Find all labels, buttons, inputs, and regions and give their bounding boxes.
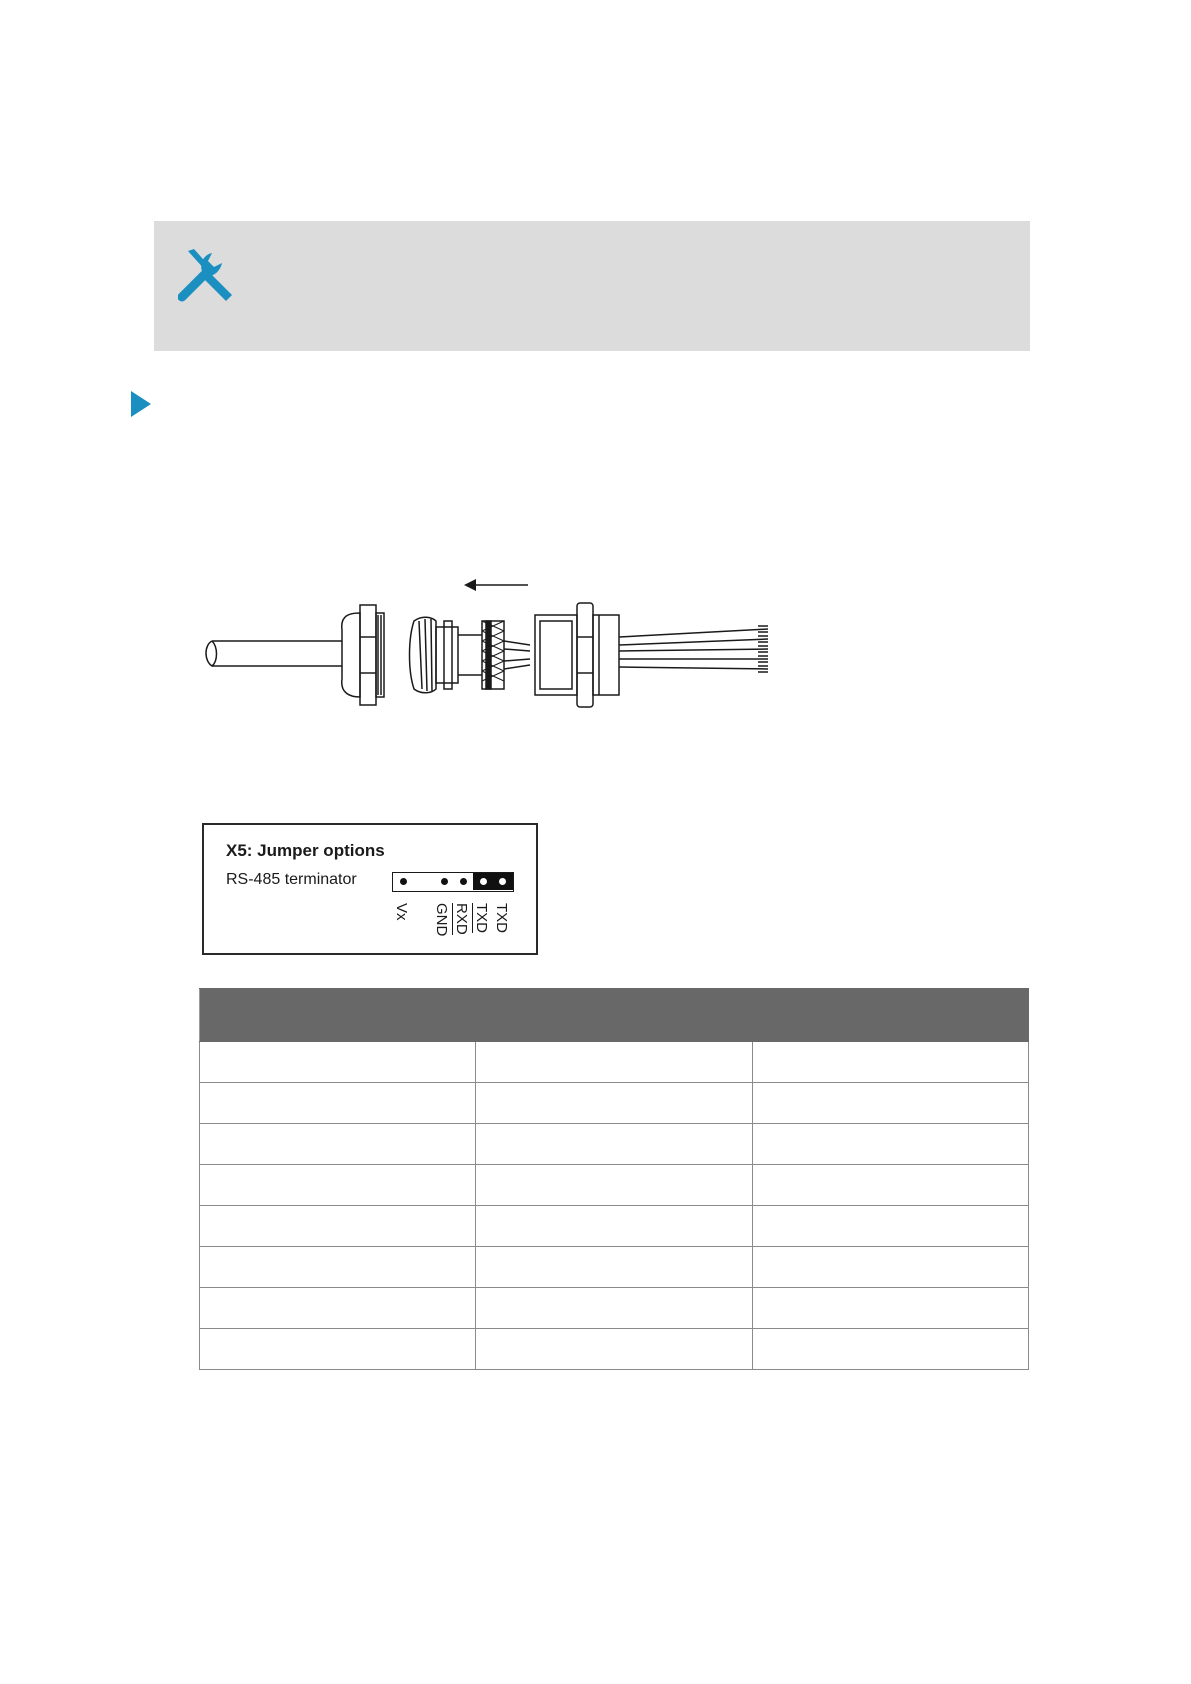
wires <box>619 626 768 672</box>
table-cell <box>200 1042 476 1083</box>
table-header-cell <box>200 989 476 1042</box>
seal-insert <box>410 617 483 693</box>
cable-gland-figure <box>200 575 840 725</box>
gland-body <box>535 603 619 707</box>
tools-note-box <box>154 221 1030 351</box>
table-cell <box>476 1165 752 1206</box>
table-row <box>200 1042 1029 1083</box>
pin-label-vx: Vx <box>393 903 410 921</box>
table-cell <box>200 1329 476 1370</box>
table-cell <box>200 1288 476 1329</box>
pin-txd-inv <box>480 878 487 885</box>
table-cell <box>200 1247 476 1288</box>
jumper-row-label: RS-485 terminator <box>226 871 357 888</box>
table-row <box>200 1083 1029 1124</box>
table-row <box>200 1165 1029 1206</box>
table-cell <box>476 1329 752 1370</box>
table-cell <box>752 1042 1028 1083</box>
table-row <box>200 1124 1029 1165</box>
table-cell <box>752 1329 1028 1370</box>
table-row <box>200 1329 1029 1370</box>
jumper-shunt <box>473 873 513 890</box>
pin-header <box>392 872 514 892</box>
step-marker-icon <box>131 391 153 417</box>
table-cell <box>200 1124 476 1165</box>
table-cell <box>476 1124 752 1165</box>
pin-vx <box>400 878 407 885</box>
table-cell <box>476 1288 752 1329</box>
pin-gnd <box>441 878 448 885</box>
jumper-title: X5: Jumper options <box>226 841 385 860</box>
pin-label-txd: TXD <box>493 903 510 933</box>
pin-txd <box>499 878 506 885</box>
arrow-left-icon <box>464 579 528 591</box>
table-cell <box>752 1165 1028 1206</box>
pin-label-txd-inv: TXD <box>473 903 490 933</box>
pin-label-gnd: GND <box>433 903 450 937</box>
table-cell <box>752 1083 1028 1124</box>
table-cell <box>476 1206 752 1247</box>
table-cell <box>752 1206 1028 1247</box>
table-cell <box>752 1124 1028 1165</box>
pin-label-rxd: RXD <box>453 903 470 935</box>
shield-braid <box>482 621 530 689</box>
table-cell <box>476 1247 752 1288</box>
table-row <box>200 1206 1029 1247</box>
sealing-nut <box>342 605 384 705</box>
tools-icon <box>178 245 236 303</box>
pin-rxd <box>460 878 467 885</box>
table-cell <box>200 1165 476 1206</box>
table-header-row <box>200 989 1029 1042</box>
table-header-cell <box>752 989 1028 1042</box>
table-cell <box>476 1042 752 1083</box>
table-cell <box>200 1206 476 1247</box>
table-row <box>200 1247 1029 1288</box>
jumper-options-figure <box>202 823 538 955</box>
table-cell <box>200 1083 476 1124</box>
table-cell <box>476 1083 752 1124</box>
cable <box>206 641 342 666</box>
table-cell <box>752 1288 1028 1329</box>
table-row <box>200 1288 1029 1329</box>
table-header-cell <box>476 989 752 1042</box>
table-cell <box>752 1247 1028 1288</box>
wire-table <box>199 988 1029 1370</box>
